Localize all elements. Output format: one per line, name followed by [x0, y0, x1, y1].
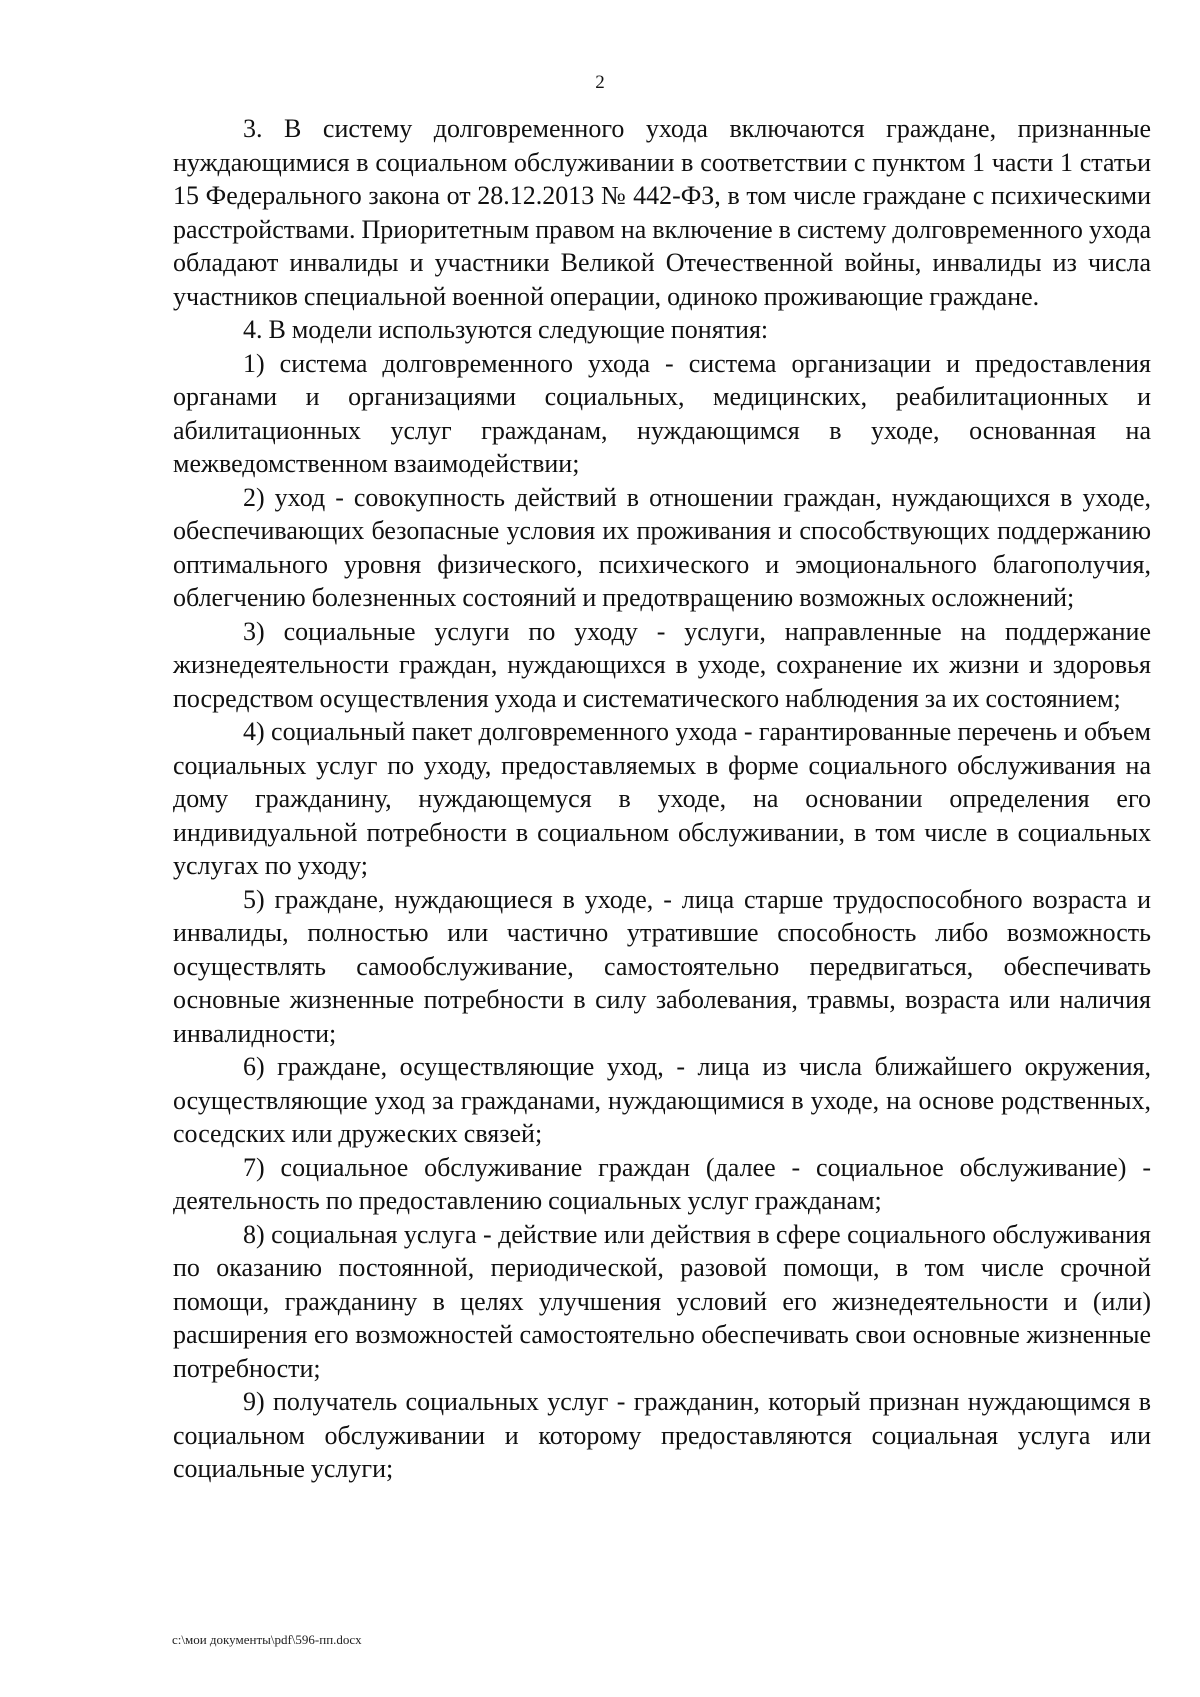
definition-9-recipient: 9) получатель социальных услуг - гражданин, который признан нуждающимся в социальном обслуживании и которому предоставляются социальная услуга или социальные услуги; — [173, 1387, 1151, 1483]
definition-8-social-service-act: 8) социальная услуга - действие или действия в сфере социального обслуживания по оказанию постоянной, периодической, разовой помощи, в том числе срочной помощи, гражданину в целях улучшения условий его жизнедеятельности и (или) расширения его возможностей самостоятельно обеспечивать свои основные жизненные потребности; — [173, 1219, 1151, 1383]
paragraph-4-concepts: 4. В модели используются следующие понятия: — [243, 315, 769, 344]
definition-3-care-services: 3) социальные услуги по уходу - услуги, направленные на поддержание жизнедеятельности граждан, нуждающихся в уходе, сохранение их жизни и здоровья посредством осуществления ухода и систематического наблюдения за их состоянием; — [173, 616, 1151, 713]
definition-5-citizens-in-need: 5) граждане, нуждающиеся в уходе, - лица старше трудоспособного возраста и инвалиды, полностью или частично утратившие способность либо возможность осуществлять самообслуживание, самостоятельно передвигаться, обеспечивать основные жизненные потребности в силу заболевания, травмы, возраста или наличия инвалидности; — [173, 884, 1151, 1048]
definition-6-caregivers: 6) граждане, осуществляющие уход, - лица из числа ближайшего окружения, осуществляющие уход за гражданами, нуждающимися в уходе, на основе родственных, соседских или дружеских связей; — [173, 1052, 1151, 1148]
definition-4-social-package: 4) социальный пакет долговременного ухода - гарантированные перечень и объем социальных услуг по уходу, предоставляемых в форме социального обслуживания на дому гражданину, нуждающемуся в уходе, на основании определения его индивидуальной потребности в социальном обслуживании, в том числе в социальных услугах по уходу; — [173, 717, 1151, 880]
paragraph-3-inclusion: 3. В систему долговременного ухода включаются граждане, признанные нуждающимися в социальном обслуживании в соответствии с пунктом 1 части 1 статьи 15 Федерального закона от 28.12.2013 № 442-ФЗ, в том числе граждане с психическими расстройствами. Приоритетным правом на включение в систему долговременного ухода обладают инвалиды и участники Великой Отечественной войны, инвалиды из числа участников специальной военной операции, одиноко проживающие граждане. — [173, 114, 1151, 311]
definition-7-social-service: 7) социальное обслуживание граждан (далее - социальное обслуживание) - деятельность по предоставлению социальных услуг гражданам; — [173, 1152, 1151, 1215]
document-body — [173, 112, 1151, 1486]
definition-2-care: 2) уход - совокупность действий в отношении граждан, нуждающихся в уходе, обеспечивающих безопасные условия их проживания и способствующих поддержанию оптимального уровня физического, психического и эмоционального благополучия, облегчению болезненных состояний и предотвращению возможных осложнений; — [173, 482, 1151, 612]
footer-file-path: c:\мои документы\pdf\596-пп.docx — [172, 1632, 362, 1647]
definition-1-ltc-system: 1) система долговременного ухода - система организации и предоставления органами и организациями социальных, медицинских, реабилитационных и абилитационных услуг гражданам, нуждающимся в уходе, основанная на межведомственном взаимодействии; — [173, 348, 1151, 478]
page-number: 2 — [595, 72, 605, 93]
